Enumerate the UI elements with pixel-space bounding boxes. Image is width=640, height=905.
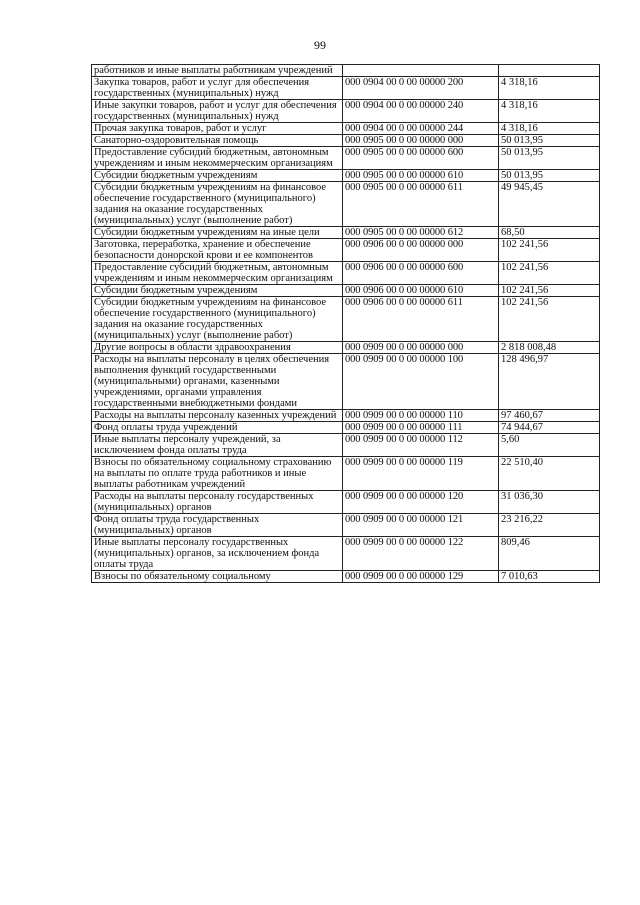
- budget-code-cell: 000 0905 00 0 00 00000 000: [343, 135, 499, 147]
- amount-cell: 74 944,67: [499, 422, 600, 434]
- budget-code-cell: [343, 65, 499, 77]
- table-row: [92, 491, 600, 514]
- budget-code-cell: 000 0909 00 0 00 00000 122: [343, 537, 499, 571]
- expense-name-cell: Расходы на выплаты персоналу казенных учреждений: [92, 410, 343, 422]
- expense-name-cell: работников и иные выплаты работникам учреждений: [92, 65, 343, 77]
- table-row: [92, 77, 600, 100]
- expense-name-cell: Взносы по обязательному социальному страхованию на выплаты по оплате труда работников и иные выплаты работникам учреждений: [92, 457, 343, 491]
- table-row: [92, 537, 600, 571]
- expense-name-cell: Субсидии бюджетным учреждениям на иные цели: [92, 227, 343, 239]
- table-row: [92, 354, 600, 410]
- table-row: [92, 434, 600, 457]
- budget-code-cell: 000 0906 00 0 00 00000 611: [343, 297, 499, 342]
- table-row: [92, 123, 600, 135]
- amount-cell: 4 318,16: [499, 77, 600, 100]
- budget-code-cell: 000 0909 00 0 00 00000 119: [343, 457, 499, 491]
- table-row: [92, 182, 600, 227]
- amount-cell: 102 241,56: [499, 297, 600, 342]
- budget-code-cell: 000 0909 00 0 00 00000 121: [343, 514, 499, 537]
- budget-code-cell: 000 0909 00 0 00 00000 000: [343, 342, 499, 354]
- budget-code-cell: 000 0909 00 0 00 00000 129: [343, 571, 499, 583]
- expense-name-cell: Санаторно-оздоровительная помощь: [92, 135, 343, 147]
- expense-name-cell: Другие вопросы в области здравоохранения: [92, 342, 343, 354]
- amount-cell: 97 460,67: [499, 410, 600, 422]
- table-row: [92, 227, 600, 239]
- table-row: [92, 422, 600, 434]
- amount-cell: 49 945,45: [499, 182, 600, 227]
- amount-cell: 50 013,95: [499, 170, 600, 182]
- amount-cell: 7 010,63: [499, 571, 600, 583]
- budget-code-cell: 000 0905 00 0 00 00000 611: [343, 182, 499, 227]
- amount-cell: 22 510,40: [499, 457, 600, 491]
- table-row: [92, 514, 600, 537]
- table-row: [92, 342, 600, 354]
- expense-name-cell: Иные выплаты персоналу государственных (муниципальных) органов, за исключением фонда оплаты труда: [92, 537, 343, 571]
- expense-name-cell: Расходы на выплаты персоналу государственных (муниципальных) органов: [92, 491, 343, 514]
- table-row: [92, 135, 600, 147]
- budget-table-body: [92, 65, 600, 583]
- amount-cell: 50 013,95: [499, 135, 600, 147]
- table-row: [92, 262, 600, 285]
- table-row: [92, 100, 600, 123]
- table-row: [92, 147, 600, 170]
- amount-cell: 4 318,16: [499, 123, 600, 135]
- table-row: [92, 285, 600, 297]
- budget-code-cell: 000 0906 00 0 00 00000 600: [343, 262, 499, 285]
- expense-name-cell: Фонд оплаты труда государственных (муниципальных) органов: [92, 514, 343, 537]
- budget-code-cell: 000 0905 00 0 00 00000 600: [343, 147, 499, 170]
- table-row: [92, 239, 600, 262]
- table-row: [92, 297, 600, 342]
- amount-cell: 128 496,97: [499, 354, 600, 410]
- expense-name-cell: Фонд оплаты труда учреждений: [92, 422, 343, 434]
- expense-name-cell: Иные выплаты персоналу учреждений, за исключением фонда оплаты труда: [92, 434, 343, 457]
- amount-cell: 102 241,56: [499, 285, 600, 297]
- amount-cell: [499, 65, 600, 77]
- table-row: [92, 410, 600, 422]
- expense-name-cell: Субсидии бюджетным учреждениям на финансовое обеспечение государственного (муниципального) задания на оказание государственных (муниципальных) услуг (выполнение работ): [92, 297, 343, 342]
- expense-name-cell: Закупка товаров, работ и услуг для обеспечения государственных (муниципальных) нужд: [92, 77, 343, 100]
- amount-cell: 31 036,30: [499, 491, 600, 514]
- budget-table: [91, 64, 600, 583]
- expense-name-cell: Заготовка, переработка, хранение и обеспечение безопасности донорской крови и ее компонентов: [92, 239, 343, 262]
- expense-name-cell: Предоставление субсидий бюджетным, автономным учреждениям и иным некоммерческим организациям: [92, 262, 343, 285]
- budget-code-cell: 000 0904 00 0 00 00000 240: [343, 100, 499, 123]
- amount-cell: 50 013,95: [499, 147, 600, 170]
- expense-name-cell: Взносы по обязательному социальному: [92, 571, 343, 583]
- budget-code-cell: 000 0909 00 0 00 00000 112: [343, 434, 499, 457]
- expense-name-cell: Субсидии бюджетным учреждениям на финансовое обеспечение государственного (муниципального) задания на оказание государственных (муниципальных) услуг (выполнение работ): [92, 182, 343, 227]
- expense-name-cell: Предоставление субсидий бюджетным, автономным учреждениям и иным некоммерческим организациям: [92, 147, 343, 170]
- amount-cell: 2 818 008,48: [499, 342, 600, 354]
- budget-code-cell: 000 0909 00 0 00 00000 111: [343, 422, 499, 434]
- amount-cell: 809,46: [499, 537, 600, 571]
- budget-code-cell: 000 0909 00 0 00 00000 110: [343, 410, 499, 422]
- amount-cell: 68,50: [499, 227, 600, 239]
- expense-name-cell: Расходы на выплаты персоналу в целях обеспечения выполнения функций государственными (муниципальными) органами, казенными учреждениями, органами управления государственными внебюджетными фондами: [92, 354, 343, 410]
- budget-code-cell: 000 0904 00 0 00 00000 244: [343, 123, 499, 135]
- budget-code-cell: 000 0906 00 0 00 00000 610: [343, 285, 499, 297]
- budget-code-cell: 000 0905 00 0 00 00000 612: [343, 227, 499, 239]
- table-row: [92, 170, 600, 182]
- expense-name-cell: Субсидии бюджетным учреждениям: [92, 170, 343, 182]
- expense-name-cell: Субсидии бюджетным учреждениям: [92, 285, 343, 297]
- table-row: [92, 457, 600, 491]
- table-row: [92, 571, 600, 583]
- amount-cell: 4 318,16: [499, 100, 600, 123]
- expense-name-cell: Прочая закупка товаров, работ и услуг: [92, 123, 343, 135]
- budget-code-cell: 000 0905 00 0 00 00000 610: [343, 170, 499, 182]
- amount-cell: 102 241,56: [499, 239, 600, 262]
- budget-code-cell: 000 0909 00 0 00 00000 120: [343, 491, 499, 514]
- budget-code-cell: 000 0906 00 0 00 00000 000: [343, 239, 499, 262]
- expense-name-cell: Иные закупки товаров, работ и услуг для обеспечения государственных (муниципальных) нужд: [92, 100, 343, 123]
- amount-cell: 5,60: [499, 434, 600, 457]
- budget-code-cell: 000 0904 00 0 00 00000 200: [343, 77, 499, 100]
- amount-cell: 102 241,56: [499, 262, 600, 285]
- table-row: [92, 65, 600, 77]
- amount-cell: 23 216,22: [499, 514, 600, 537]
- budget-code-cell: 000 0909 00 0 00 00000 100: [343, 354, 499, 410]
- page-number: 99: [314, 38, 326, 52]
